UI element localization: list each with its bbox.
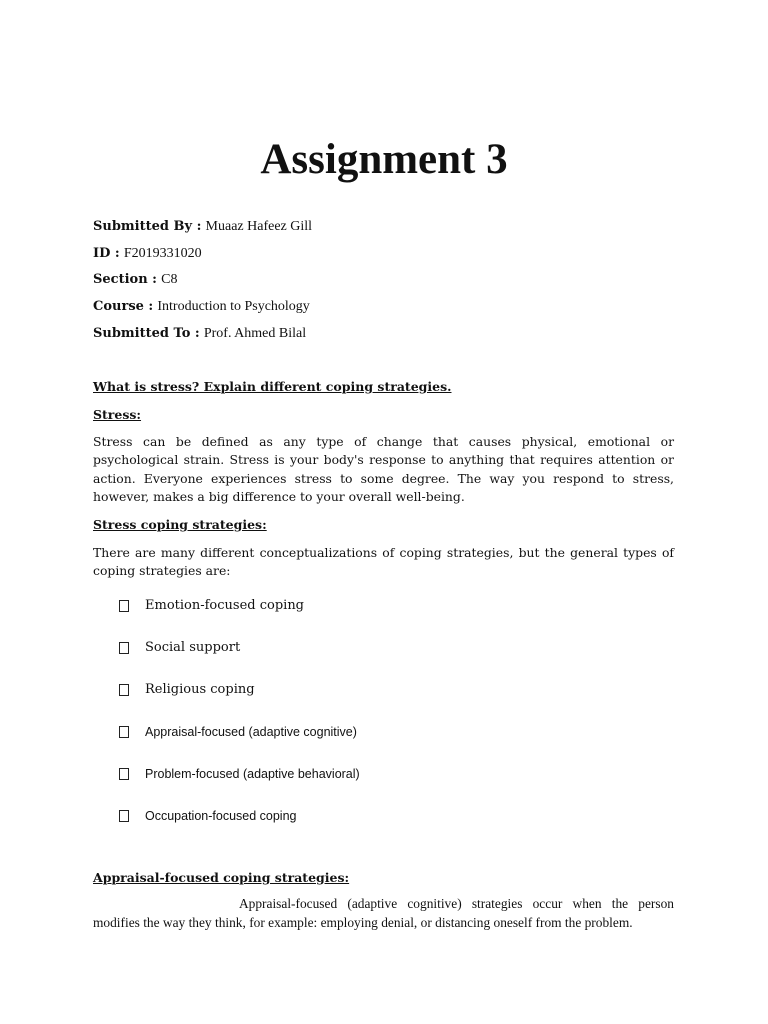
bullet-box-icon <box>119 810 129 822</box>
submitted-to-label: Submitted To : <box>93 326 200 341</box>
id-line <box>93 245 693 263</box>
stress-paragraph: Stress can be defined as any type of change that causes physical, emotional or psychological strain. Stress is your body's response to anything that requires attention or action. Everyone experiences stress to some degree. The way you respond to stress, however, makes a big difference to your overall well-being. <box>93 434 674 504</box>
section-label: Section : <box>93 272 157 287</box>
submitted-by-label: Submitted By : <box>93 219 202 234</box>
list-item <box>119 765 360 807</box>
list-item-label: Appraisal-focused (adaptive cognitive) <box>145 725 357 739</box>
list-item-label: Problem-focused (adaptive behavioral) <box>145 767 360 781</box>
list-item <box>119 807 360 849</box>
coping-heading: Stress coping strategies: <box>93 517 267 532</box>
bullet-box-icon <box>119 642 129 654</box>
submitted-by-value: Muaaz Hafeez Gill <box>205 219 313 234</box>
id-label: ID : <box>93 246 120 261</box>
submitted-by-line <box>93 218 693 236</box>
id-value: F2019331020 <box>123 246 202 261</box>
bullet-box-icon <box>119 600 129 612</box>
submitted-to-value: Prof. Ahmed Bilal <box>203 326 307 341</box>
course-value: Introduction to Psychology <box>157 299 310 314</box>
list-item-label: Religious coping <box>145 682 255 697</box>
appraisal-paragraph: Appraisal-focused (adaptive cognitive) strategies occur when the person modifies the way they think, for example: employing denial, or distancing oneself from the problem. <box>93 896 674 930</box>
coping-intro-paragraph: There are many different conceptualizations of coping strategies, but the general types of coping strategies are: <box>93 545 674 579</box>
section-value: C8 <box>161 272 178 287</box>
bullet-box-icon <box>119 726 129 738</box>
list-item <box>119 639 360 681</box>
document-title: Assignment 3 <box>260 136 508 183</box>
coping-strategies-list <box>119 597 360 849</box>
list-item <box>119 723 360 765</box>
question-heading: What is stress? Explain different coping strategies. <box>93 379 452 394</box>
section-line <box>93 271 693 289</box>
list-item <box>119 681 360 723</box>
stress-heading: Stress: <box>93 407 142 422</box>
list-item <box>119 597 360 639</box>
course-label: Course : <box>93 299 154 314</box>
bullet-box-icon <box>119 768 129 780</box>
list-item-label: Emotion-focused coping <box>145 598 305 613</box>
list-item-label: Social support <box>145 640 241 655</box>
course-line <box>93 298 693 316</box>
submitted-to-line <box>93 325 693 343</box>
list-item-label: Occupation-focused coping <box>145 809 297 823</box>
appraisal-heading: Appraisal-focused coping strategies: <box>93 870 350 885</box>
bullet-box-icon <box>119 684 129 696</box>
